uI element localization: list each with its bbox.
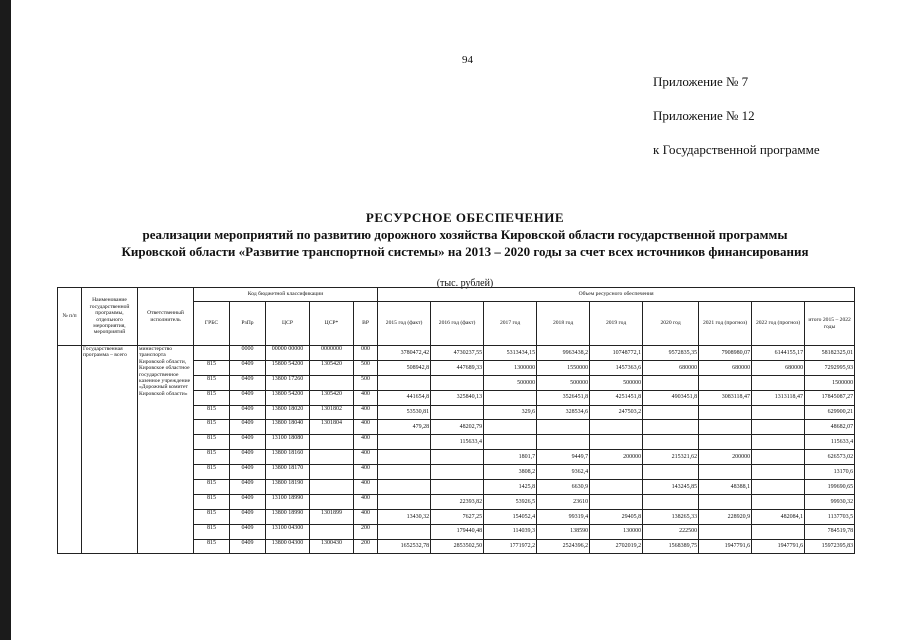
cell-vr: 400 bbox=[354, 405, 378, 420]
cell-y2016 bbox=[431, 480, 484, 495]
cell-grbs: 815 bbox=[194, 539, 230, 554]
cell-y2019: 500000 bbox=[590, 375, 643, 390]
cell-grbs: 815 bbox=[194, 480, 230, 495]
cell-y2016 bbox=[431, 375, 484, 390]
document-title bbox=[70, 210, 860, 260]
cell-responsible: министерство транспорта Кировской области, Кировское областное государственное казенное учреждение «Дорожный комитет Кировской области» bbox=[138, 346, 194, 554]
cell-y2020 bbox=[643, 494, 699, 509]
cell-y2015: 508942,8 bbox=[378, 360, 431, 375]
cell-y2018: 328534,6 bbox=[537, 405, 590, 420]
cell-vr: 000 bbox=[354, 346, 378, 361]
cell-vr: 400 bbox=[354, 494, 378, 509]
cell-grbs bbox=[194, 346, 230, 361]
cell-y2021 bbox=[699, 420, 752, 435]
cell-y2021 bbox=[699, 465, 752, 480]
cell-csr2 bbox=[310, 435, 354, 450]
cell-y2020: 138265,33 bbox=[643, 509, 699, 524]
cell-y2016: 325840,13 bbox=[431, 390, 484, 405]
cell-csr2: 0000000 bbox=[310, 346, 354, 361]
cell-grbs: 815 bbox=[194, 465, 230, 480]
cell-y2021 bbox=[699, 524, 752, 539]
cell-y2018 bbox=[537, 420, 590, 435]
table-body bbox=[58, 346, 855, 554]
cell-y2017 bbox=[484, 390, 537, 405]
cell-y2018: 9362,4 bbox=[537, 465, 590, 480]
cell-y2022 bbox=[752, 435, 805, 450]
cell-vr: 500 bbox=[354, 375, 378, 390]
cell-grbs: 815 bbox=[194, 524, 230, 539]
cell-y2022 bbox=[752, 480, 805, 495]
cell-vr: 200 bbox=[354, 539, 378, 554]
cell-rzpr: 0409 bbox=[230, 405, 266, 420]
cell-y2016 bbox=[431, 465, 484, 480]
header-csr: ЦСР bbox=[266, 302, 310, 346]
cell-y2017: 3808,2 bbox=[484, 465, 537, 480]
header-grbs: ГРБС bbox=[194, 302, 230, 346]
cell-rzpr: 0409 bbox=[230, 420, 266, 435]
cell-y2017 bbox=[484, 420, 537, 435]
cell-total: 13170,6 bbox=[805, 465, 855, 480]
cell-vr: 400 bbox=[354, 390, 378, 405]
cell-y2016: 2853502,50 bbox=[431, 539, 484, 554]
cell-y2019: 2702019,2 bbox=[590, 539, 643, 554]
header-csr2: ЦСР* bbox=[310, 302, 354, 346]
cell-rzpr: 0409 bbox=[230, 480, 266, 495]
cell-y2018: 3526451,8 bbox=[537, 390, 590, 405]
cell-y2021: 3083118,47 bbox=[699, 390, 752, 405]
cell-y2018: 138590 bbox=[537, 524, 590, 539]
cell-program-name: Государственная программа – всего bbox=[82, 346, 138, 554]
cell-total: 1137703,5 bbox=[805, 509, 855, 524]
cell-rzpr: 0000 bbox=[230, 346, 266, 361]
cell-y2017: 53926,5 bbox=[484, 494, 537, 509]
cell-rzpr: 0409 bbox=[230, 509, 266, 524]
cell-grbs: 815 bbox=[194, 509, 230, 524]
cell-grbs: 815 bbox=[194, 390, 230, 405]
cell-rzpr: 0409 bbox=[230, 524, 266, 539]
cell-y2020: 680000 bbox=[643, 360, 699, 375]
cell-y2022 bbox=[752, 375, 805, 390]
cell-total: 115633,4 bbox=[805, 435, 855, 450]
cell-total: 784519,78 bbox=[805, 524, 855, 539]
cell-vr: 500 bbox=[354, 360, 378, 375]
cell-y2019: 1457363,6 bbox=[590, 360, 643, 375]
cell-y2019 bbox=[590, 465, 643, 480]
cell-y2015: 441654,8 bbox=[378, 390, 431, 405]
cell-rzpr: 0409 bbox=[230, 435, 266, 450]
cell-vr: 400 bbox=[354, 509, 378, 524]
cell-y2017: 1801,7 bbox=[484, 450, 537, 465]
cell-csr2 bbox=[310, 494, 354, 509]
cell-total: 17845087,27 bbox=[805, 390, 855, 405]
cell-y2019: 200000 bbox=[590, 450, 643, 465]
cell-y2016: 447689,33 bbox=[431, 360, 484, 375]
title-line-1: реализации мероприятий по развитию дорожного хозяйства Кировской области государственной программы bbox=[142, 227, 788, 242]
header-rzpr: РзПр bbox=[230, 302, 266, 346]
cell-total: 99930,32 bbox=[805, 494, 855, 509]
cell-rzpr: 0409 bbox=[230, 450, 266, 465]
cell-grbs: 815 bbox=[194, 405, 230, 420]
header-2017: 2017 год bbox=[484, 302, 537, 346]
cell-y2016: 115633,4 bbox=[431, 435, 484, 450]
cell-y2017: 1771972,2 bbox=[484, 539, 537, 554]
cell-csr: 00000 00000 bbox=[266, 346, 310, 361]
cell-y2015: 479,28 bbox=[378, 420, 431, 435]
cell-y2021: 200000 bbox=[699, 450, 752, 465]
cell-grbs: 815 bbox=[194, 450, 230, 465]
header-budget-code: Код бюджетной классификации bbox=[194, 288, 378, 302]
cell-y2021: 1947791,6 bbox=[699, 539, 752, 554]
cell-y2022: 1947791,6 bbox=[752, 539, 805, 554]
cell-csr2 bbox=[310, 465, 354, 480]
cell-y2019 bbox=[590, 480, 643, 495]
cell-y2020 bbox=[643, 405, 699, 420]
cell-y2015: 13430,32 bbox=[378, 509, 431, 524]
appendix-line-7: Приложение № 7 bbox=[653, 74, 749, 89]
header-name: Наименование государственной программы, отдельного мероприятия, мероприятий bbox=[82, 288, 138, 346]
cell-y2016: 22393,82 bbox=[431, 494, 484, 509]
cell-rzpr: 0409 bbox=[230, 539, 266, 554]
cell-rzpr: 0409 bbox=[230, 360, 266, 375]
header-2020: 2020 год bbox=[643, 302, 699, 346]
cell-y2018: 23610 bbox=[537, 494, 590, 509]
cell-y2022 bbox=[752, 420, 805, 435]
cell-csr: 13100 18990 bbox=[266, 494, 310, 509]
cell-y2019: 10748772,1 bbox=[590, 346, 643, 361]
cell-num bbox=[58, 346, 82, 554]
cell-y2022: 1313118,47 bbox=[752, 390, 805, 405]
cell-csr2: 1300430 bbox=[310, 539, 354, 554]
cell-grbs: 815 bbox=[194, 494, 230, 509]
cell-grbs: 815 bbox=[194, 435, 230, 450]
header-volume: Объем ресурсного обеспечения bbox=[378, 288, 855, 302]
appendix-line-program: к Государственной программе bbox=[653, 142, 820, 157]
unit-label: (тыс. рублей) bbox=[436, 278, 494, 289]
cell-grbs: 815 bbox=[194, 375, 230, 390]
cell-vr: 400 bbox=[354, 435, 378, 450]
cell-y2021 bbox=[699, 494, 752, 509]
cell-y2017: 500000 bbox=[484, 375, 537, 390]
cell-y2018: 500000 bbox=[537, 375, 590, 390]
page-number: 94 bbox=[462, 54, 473, 66]
cell-y2018: 9963438,2 bbox=[537, 346, 590, 361]
cell-y2020: 143245,85 bbox=[643, 480, 699, 495]
cell-y2021: 7908980,07 bbox=[699, 346, 752, 361]
cell-y2021 bbox=[699, 375, 752, 390]
cell-csr2: 1305420 bbox=[310, 390, 354, 405]
cell-grbs: 815 bbox=[194, 360, 230, 375]
cell-csr: 13800 04300 bbox=[266, 539, 310, 554]
cell-y2020: 1568389,75 bbox=[643, 539, 699, 554]
cell-y2015: 53530,81 bbox=[378, 405, 431, 420]
cell-y2021: 680000 bbox=[699, 360, 752, 375]
cell-csr2: 1301802 bbox=[310, 405, 354, 420]
header-2015: 2015 год (факт) bbox=[378, 302, 431, 346]
cell-csr: 13100 04300 bbox=[266, 524, 310, 539]
header-2021: 2021 год (прогноз) bbox=[699, 302, 752, 346]
cell-y2018: 99319,4 bbox=[537, 509, 590, 524]
cell-y2017: 114039,3 bbox=[484, 524, 537, 539]
cell-csr2: 1301804 bbox=[310, 420, 354, 435]
cell-y2022: 6144155,17 bbox=[752, 346, 805, 361]
cell-vr: 400 bbox=[354, 480, 378, 495]
cell-y2022: 680000 bbox=[752, 360, 805, 375]
cell-y2020: 9572835,35 bbox=[643, 346, 699, 361]
cell-y2022 bbox=[752, 450, 805, 465]
cell-y2019: 29405,8 bbox=[590, 509, 643, 524]
cell-y2015 bbox=[378, 450, 431, 465]
cell-y2017: 1425,8 bbox=[484, 480, 537, 495]
cell-csr: 13800 18990 bbox=[266, 509, 310, 524]
cell-y2015 bbox=[378, 524, 431, 539]
header-vr: ВР bbox=[354, 302, 378, 346]
cell-csr2 bbox=[310, 480, 354, 495]
cell-y2020 bbox=[643, 435, 699, 450]
resource-table bbox=[57, 287, 855, 554]
cell-y2022 bbox=[752, 494, 805, 509]
table-row bbox=[58, 346, 855, 361]
header-2018: 2018 год bbox=[537, 302, 590, 346]
cell-y2019: 247503,2 bbox=[590, 405, 643, 420]
title-line-2: Кировской области «Развитие транспортной системы» на 2013 – 2020 годы за счет всех источников финансирования bbox=[121, 244, 809, 259]
cell-csr: 13800 18170 bbox=[266, 465, 310, 480]
cell-y2019 bbox=[590, 420, 643, 435]
cell-y2021: 228920,9 bbox=[699, 509, 752, 524]
cell-y2017: 1300000 bbox=[484, 360, 537, 375]
appendix-line-12: Приложение № 12 bbox=[653, 108, 755, 123]
cell-y2018: 6630,9 bbox=[537, 480, 590, 495]
cell-y2016: 7627,25 bbox=[431, 509, 484, 524]
cell-y2017: 329,6 bbox=[484, 405, 537, 420]
cell-y2021: 48388,1 bbox=[699, 480, 752, 495]
cell-total: 1500000 bbox=[805, 375, 855, 390]
cell-y2021 bbox=[699, 435, 752, 450]
cell-total: 199690,65 bbox=[805, 480, 855, 495]
cell-csr: 13800 54200 bbox=[266, 390, 310, 405]
title-main: РЕСУРСНОЕ ОБЕСПЕЧЕНИЕ bbox=[365, 210, 565, 225]
cell-y2020: 4903451,8 bbox=[643, 390, 699, 405]
cell-y2020 bbox=[643, 375, 699, 390]
cell-y2020 bbox=[643, 465, 699, 480]
cell-y2015 bbox=[378, 435, 431, 450]
header-2016: 2016 год (факт) bbox=[431, 302, 484, 346]
cell-y2021 bbox=[699, 405, 752, 420]
header-2019: 2019 год bbox=[590, 302, 643, 346]
cell-total: 7292995,93 bbox=[805, 360, 855, 375]
cell-y2016: 179440,48 bbox=[431, 524, 484, 539]
cell-vr: 400 bbox=[354, 465, 378, 480]
cell-y2016: 48202,79 bbox=[431, 420, 484, 435]
header-responsible: Ответственный исполнитель bbox=[138, 288, 194, 346]
cell-y2018 bbox=[537, 435, 590, 450]
cell-y2019 bbox=[590, 494, 643, 509]
cell-csr2 bbox=[310, 450, 354, 465]
cell-y2019 bbox=[590, 435, 643, 450]
cell-csr2 bbox=[310, 524, 354, 539]
cell-csr2: 1305420 bbox=[310, 360, 354, 375]
cell-csr: 13100 18080 bbox=[266, 435, 310, 450]
cell-total: 48682,07 bbox=[805, 420, 855, 435]
cell-total: 626573,02 bbox=[805, 450, 855, 465]
cell-y2015: 1652532,78 bbox=[378, 539, 431, 554]
cell-y2017 bbox=[484, 435, 537, 450]
cell-total: 58182325,01 bbox=[805, 346, 855, 361]
cell-y2015 bbox=[378, 494, 431, 509]
cell-y2020: 222500 bbox=[643, 524, 699, 539]
cell-y2020: 215321,62 bbox=[643, 450, 699, 465]
cell-y2022: 482084,1 bbox=[752, 509, 805, 524]
header-num: № п/п bbox=[58, 288, 82, 346]
header-total: итого 2015 – 2022 годы bbox=[805, 302, 855, 346]
cell-csr: 13800 18020 bbox=[266, 405, 310, 420]
cell-vr: 400 bbox=[354, 450, 378, 465]
cell-csr: 13800 18160 bbox=[266, 450, 310, 465]
cell-y2022 bbox=[752, 405, 805, 420]
cell-total: 629900,21 bbox=[805, 405, 855, 420]
cell-rzpr: 0409 bbox=[230, 390, 266, 405]
cell-y2020 bbox=[643, 420, 699, 435]
cell-y2018: 9449,7 bbox=[537, 450, 590, 465]
cell-y2022 bbox=[752, 465, 805, 480]
cell-csr: 15800 54200 bbox=[266, 360, 310, 375]
cell-y2017: 5313434,15 bbox=[484, 346, 537, 361]
cell-y2016 bbox=[431, 450, 484, 465]
cell-grbs: 815 bbox=[194, 420, 230, 435]
cell-y2015 bbox=[378, 375, 431, 390]
cell-total: 15972395,83 bbox=[805, 539, 855, 554]
cell-csr: 13800 18040 bbox=[266, 420, 310, 435]
cell-csr: 13800 17260 bbox=[266, 375, 310, 390]
cell-y2016 bbox=[431, 405, 484, 420]
cell-y2017: 154052,4 bbox=[484, 509, 537, 524]
cell-csr2 bbox=[310, 375, 354, 390]
cell-y2019: 130000 bbox=[590, 524, 643, 539]
cell-y2015 bbox=[378, 465, 431, 480]
cell-csr: 13800 18190 bbox=[266, 480, 310, 495]
cell-y2022 bbox=[752, 524, 805, 539]
cell-y2018: 2524396,2 bbox=[537, 539, 590, 554]
cell-csr2: 1301899 bbox=[310, 509, 354, 524]
scan-edge bbox=[0, 0, 11, 640]
cell-vr: 200 bbox=[354, 524, 378, 539]
header-2022: 2022 год (прогноз) bbox=[752, 302, 805, 346]
cell-y2015: 3780472,42 bbox=[378, 346, 431, 361]
cell-vr: 400 bbox=[354, 420, 378, 435]
cell-rzpr: 0409 bbox=[230, 494, 266, 509]
cell-y2019: 4251451,8 bbox=[590, 390, 643, 405]
cell-y2015 bbox=[378, 480, 431, 495]
cell-y2016: 4730237,55 bbox=[431, 346, 484, 361]
cell-rzpr: 0409 bbox=[230, 375, 266, 390]
cell-y2018: 1550000 bbox=[537, 360, 590, 375]
cell-rzpr: 0409 bbox=[230, 465, 266, 480]
